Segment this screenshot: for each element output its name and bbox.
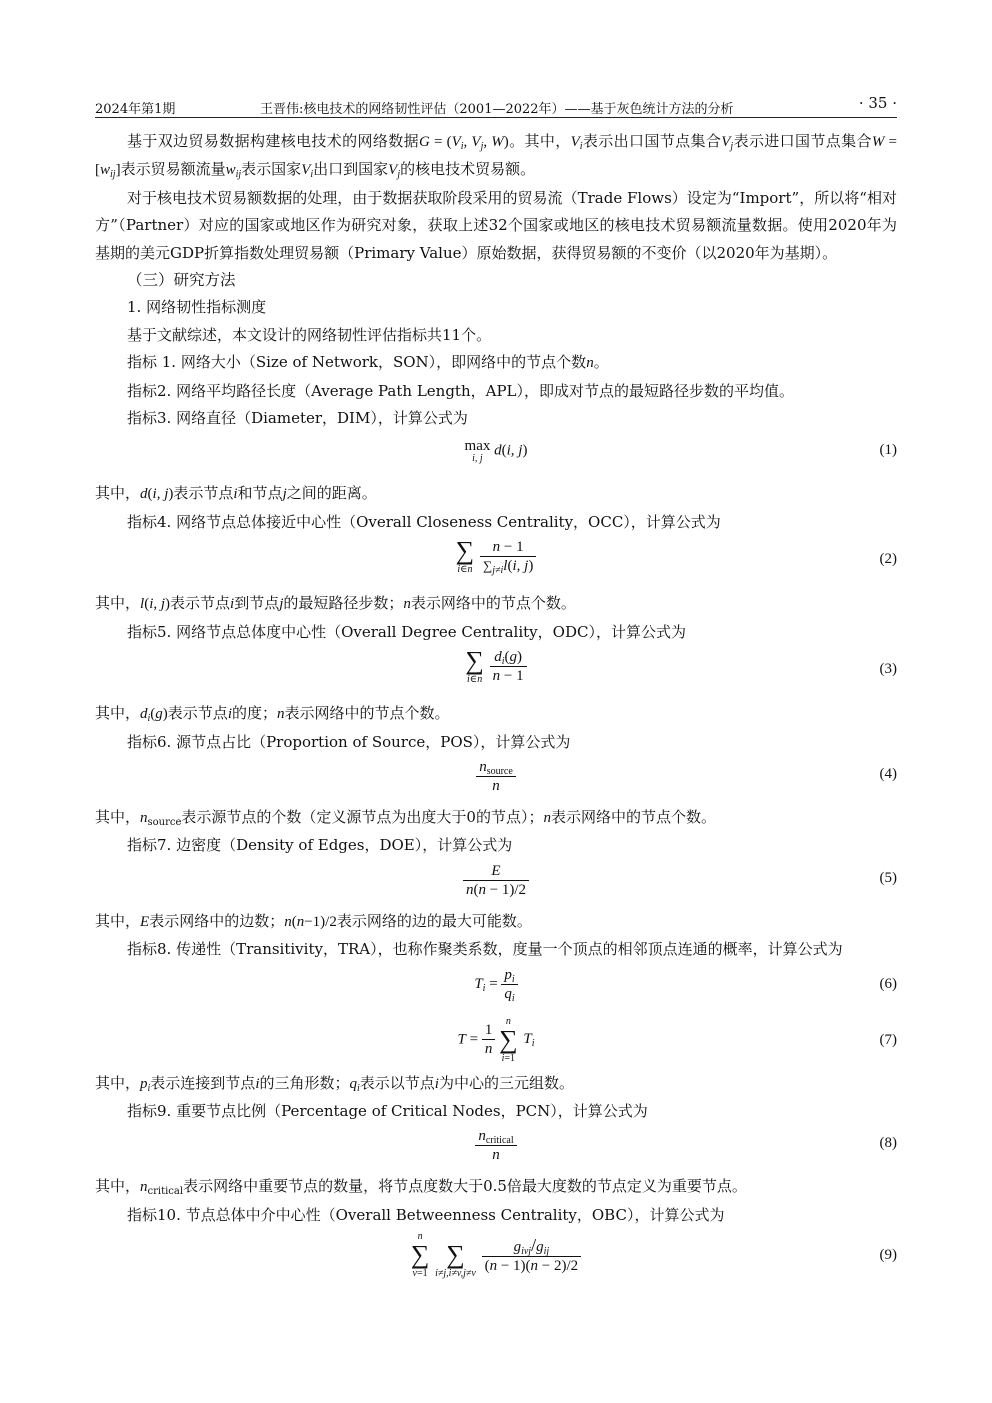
subsection-heading: 1. 网络韧性指标测度 xyxy=(127,298,267,317)
equation-number: (6) xyxy=(879,975,897,992)
page-header xyxy=(95,94,897,116)
equation-number: (1) xyxy=(879,442,897,459)
equation-number: (5) xyxy=(879,869,897,886)
note-5: 其中，E表示网络中的边数；n(n−1)/2表示网络的边的最大可能数。 xyxy=(95,911,532,930)
article-body xyxy=(95,128,897,1291)
indicator-4: 指标4. 网络节点总体接近中心性（Overall Closeness Centrality，OCC），计算公式为 xyxy=(127,512,721,531)
equation-8: $\frac{n_{critical}}{n}$ (8) xyxy=(95,1125,897,1173)
equation-number: (3) xyxy=(879,661,897,678)
note-6: 其中，$p_i$表示连接到节点i的三角形数；$q_i$表示以节点i为中心的三元组数。 xyxy=(95,1073,574,1094)
note-7: 其中，$n_{critical}$表示网络中重要节点的数量，将节点度数大于0.5倍最大度数的节点定义为重要节点。 xyxy=(95,1177,747,1198)
equation-5: $\frac{E}{n(n - 1)/2}$ (5) xyxy=(95,860,897,908)
equation-number: (8) xyxy=(879,1135,897,1152)
equation-1: max i, j d(i, j) (1) xyxy=(464,438,897,465)
note-2: 其中，l(i, j)表示节点i到节点j的最短路径步数；n表示网络中的节点个数。 xyxy=(95,594,576,613)
note-3: 其中，$d_i(g)$表示节点i的度；n表示网络中的节点个数。 xyxy=(95,704,450,725)
equation-number: (4) xyxy=(879,765,897,782)
paragraph-network-data: 基于双边贸易数据构建核电技术的网络数据$G = (V_i$, $V_j$, W)。其中，$V_i$表示出口国节点集合$V_j$表示进口国节点集合$W = [w_{ij}]$表示贸易额流量$w_{ij}$表示国家$V_i$出口到国家$V_j$的核电技术贸易额。 xyxy=(95,132,897,181)
indicator-2: 指标2. 网络平均路径长度（Average Path Length，APL），即成对节点的最短路径步数的平均值。 xyxy=(127,381,795,400)
indicator-10: 指标10. 节点总体中介中心性（Overall Betweenness Centrality，OBC），计算公式为 xyxy=(127,1205,725,1224)
equation-6: $T_i$ = $\frac{p_i}{q_i}$ (6) xyxy=(474,966,897,1004)
journal-issue: 2024年第1期 xyxy=(95,102,176,117)
indicator-3: 指标3. 网络直径（Diameter，DIM），计算公式为 xyxy=(127,409,468,428)
indicator-6: 指标6. 源节点占比（Proportion of Source，POS），计算公式为 xyxy=(127,732,571,751)
equation-3: ∑ i∈n $\frac{d_i(g)}{n - 1}$ (3) xyxy=(465,646,897,686)
intro-sentence: 基于文献综述，本文设计的网络韧性评估指标共11个。 xyxy=(127,325,492,344)
note-4: 其中，$n_{source}$表示源节点的个数（定义源节点为出度大于0的节点）；n表示网络中的节点个数。 xyxy=(95,807,716,828)
paragraph-trade-data: 对于核电技术贸易额数据的处理，由于数据获取阶段采用的贸易流（Trade Flows）设定为“Import”，所以将“相对方”（Partner）对应的国家或地区作为研究对象，获取上述32个国家或地区的核电技术贸易额流量数据。使用2020年为基期的美元GDP折算指数处理贸易额（Primary Value）原始数据，获得贸易额的不变价（以2020年为基期）。 xyxy=(95,188,897,262)
running-title: 王晋伟:核电技术的网络韧性评估（2001—2022年）——基于灰色统计方法的分析 xyxy=(260,102,734,117)
page-number: · 35 · xyxy=(858,94,897,112)
equation-number: (9) xyxy=(879,1247,897,1264)
indicator-1: 指标 1. 网络大小（Size of Network，SON），即网络中的节点个数n。 xyxy=(127,353,609,372)
equation-9: n ∑ v=1 ∑ i≠j,i≠v,j≠v $\frac{g_{ivj}/g_{ij}}{(n - 1)(n - 2)/2}$ (9) xyxy=(410,1231,897,1280)
equation-7: T = $\frac{1}{n}$ n ∑ i=1 $T_i$ (7) xyxy=(457,1015,897,1064)
equation-4: $\frac{n_{source}}{n}$ (4) xyxy=(95,756,897,804)
header-rule xyxy=(95,117,897,118)
indicator-8: 指标8. 传递性（Transitivity，TRA），也称作聚类系数，度量一个顶点的相邻顶点连通的概率，计算公式为 xyxy=(127,940,843,959)
indicator-9: 指标9. 重要节点比例（Percentage of Critical Nodes，PCN），计算公式为 xyxy=(127,1101,648,1120)
indicator-5: 指标5. 网络节点总体度中心性（Overall Degree Centrality，ODC），计算公式为 xyxy=(127,622,686,641)
equation-number: (7) xyxy=(879,1031,897,1048)
section-heading: （三）研究方法 xyxy=(127,271,236,290)
equation-number: (2) xyxy=(879,551,897,568)
equation-2: ∑ i∈n $\frac{n - 1}{\sum_{j\ne i}l(i, j)}$ (2) xyxy=(455,536,897,577)
indicator-7: 指标7. 边密度（Density of Edges，DOE），计算公式为 xyxy=(127,836,513,855)
note-1: 其中，d(i, j)表示节点i和节点j之间的距离。 xyxy=(95,484,377,503)
